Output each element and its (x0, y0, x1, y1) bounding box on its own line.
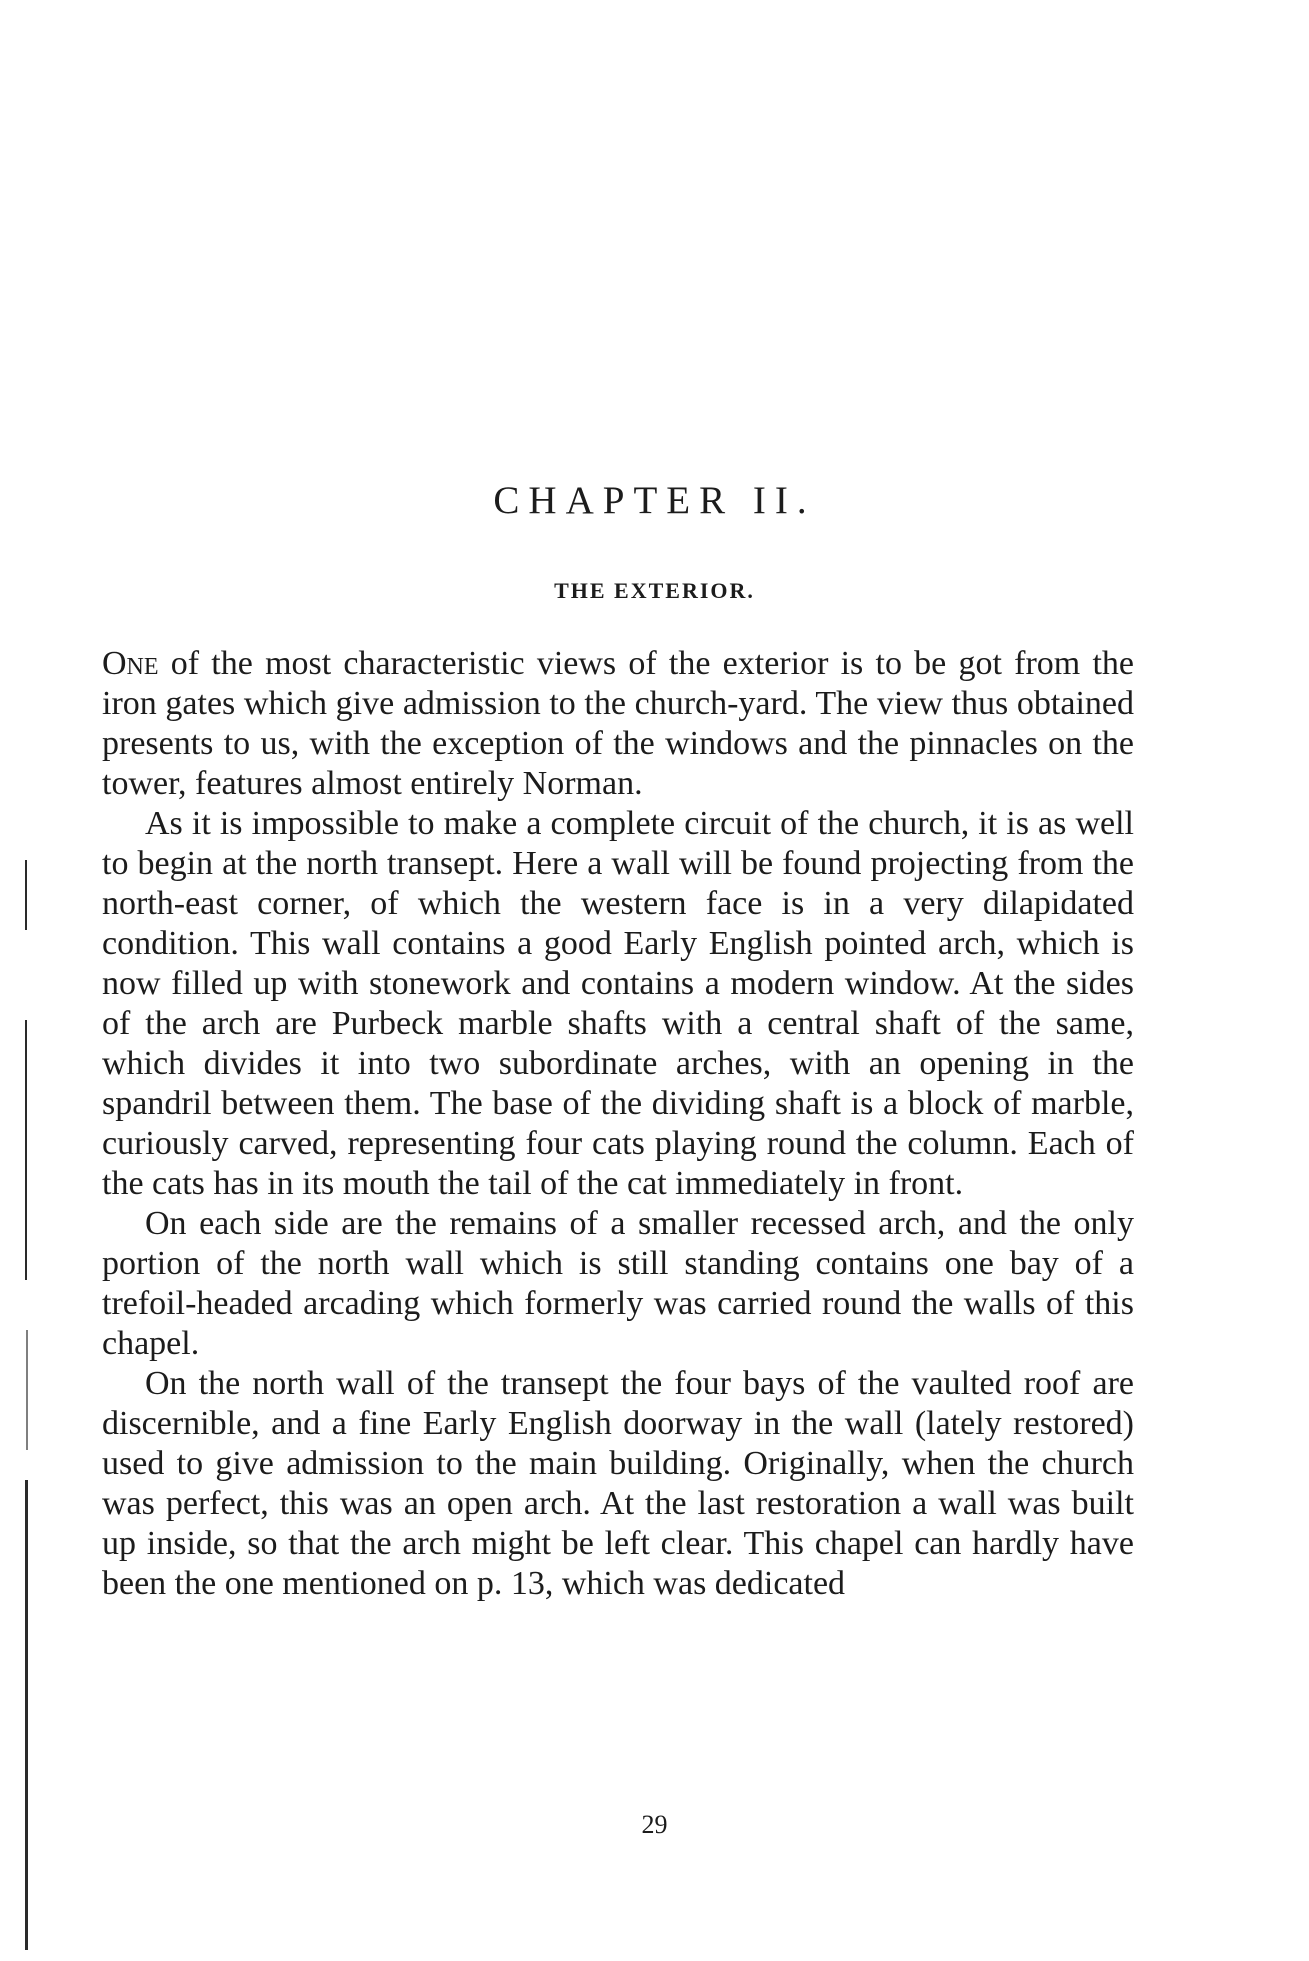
page-number: 29 (641, 1810, 668, 1839)
paragraph-4: On the north wall of the transept the four bays of the vaulted roof are discernible, and a fine Early English doorway in the wall (lately restored) used to give admission to the main building. Originally, when the church was perfect, this was an open arch. At the last restoration a wall was built up inside, so that the arch might be left clear. This chapel can hardly have been the one mentioned on p. 13, which was dedicated (102, 1365, 1134, 1602)
scan-margin-mark (25, 1480, 28, 1950)
paragraph-1-text: of the most characteristic views of the exterior is to be got from the iron gates which give admission to the church-yard. The view thus obtained presents to us, with the exception of the windows and the pinnacles on the tower, features almost entirely Norman. (102, 645, 1134, 802)
paragraph-2: As it is impossible to make a complete circuit of the church, it is as well to begin at the north transept. Here a wall will be found projecting from the north-east corner, of which the western face is in a very dilapidated condition. This wall contains a good Early English pointed arch, which is now filled up with stonework and contains a modern window. At the sides of the arch are Purbeck marble shafts with a central shaft of the same, which divides it into two subordinate arches, with an opening in the spandril between them. The base of the dividing shaft is a block of marble, curiously carved, representing four cats playing round the column. Each of the cats has in its mouth the tail of the cat immediately in front. (102, 805, 1134, 1202)
scan-margin-mark (26, 1330, 28, 1450)
paragraph-3: On each side are the remains of a smaller recessed arch, and the only portion of the north wall which is still standing contains one bay of a trefoil-headed arcading which formerly was carried round the walls of this chapel. (102, 1205, 1134, 1362)
section-heading: THE EXTERIOR. (554, 578, 755, 603)
body-text (102, 644, 1134, 1604)
chapter-heading: CHAPTER II. (493, 479, 816, 522)
scan-margin-mark (25, 1020, 27, 1280)
drop-word: One (102, 645, 159, 682)
scan-margin-mark (25, 860, 27, 930)
paragraph-1 (102, 644, 1134, 804)
